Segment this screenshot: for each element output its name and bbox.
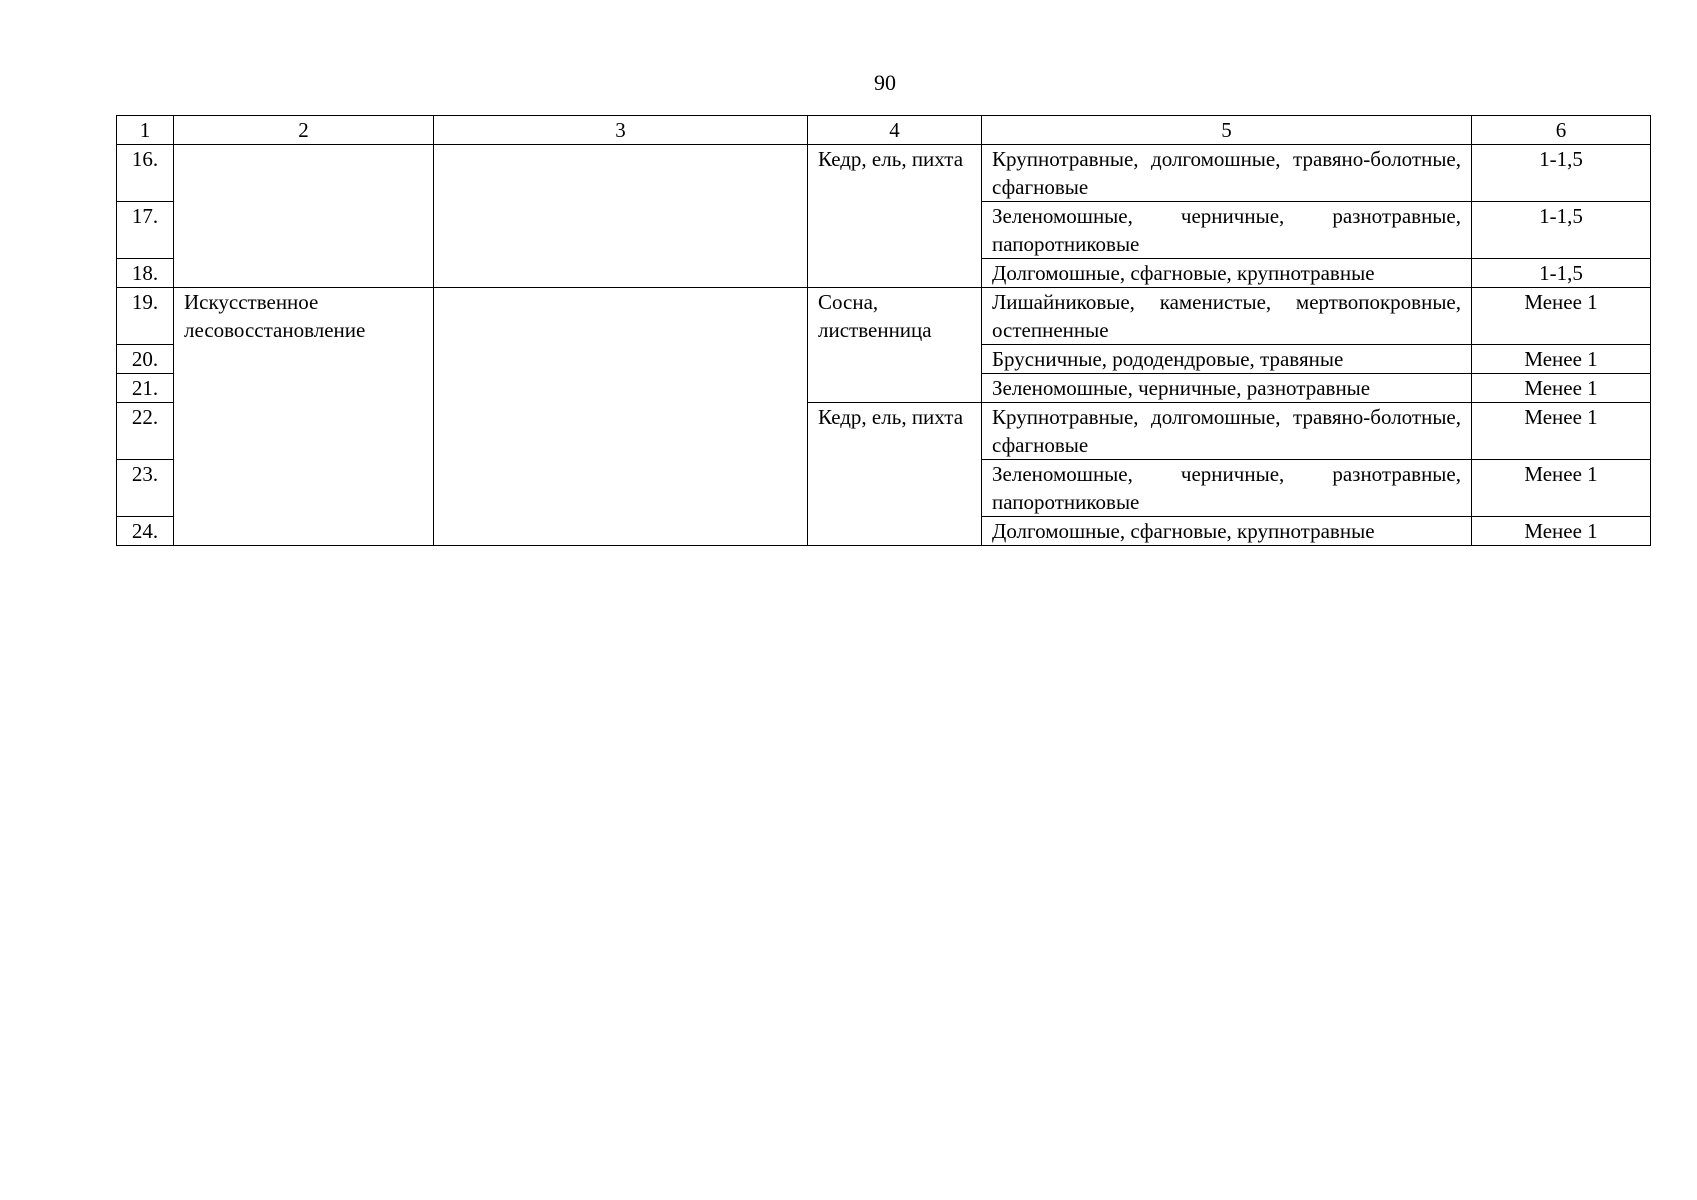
header-cell-2: 2 <box>174 116 434 145</box>
header-cell-6: 6 <box>1472 116 1651 145</box>
header-cell-4: 4 <box>808 116 982 145</box>
row-number: 22. <box>117 403 174 460</box>
table-row <box>117 145 1651 202</box>
forest-type-cell: Зеленомошные, черничные, разнотравные, папоротниковые <box>982 202 1472 259</box>
forest-table <box>116 115 1651 546</box>
value-cell: Менее 1 <box>1472 460 1651 517</box>
value-cell: Менее 1 <box>1472 345 1651 374</box>
method-cell-empty <box>174 145 434 288</box>
species-cell: Сосна, лиственница <box>808 288 982 403</box>
species-cell: Кедр, ель, пихта <box>808 403 982 546</box>
row-number: 23. <box>117 460 174 517</box>
header-cell-5: 5 <box>982 116 1472 145</box>
row-number: 16. <box>117 145 174 202</box>
forest-type-cell: Крупнотравные, долгомошные, травяно-болотные, сфагновые <box>982 145 1472 202</box>
forest-type-cell: Зеленомошные, черничные, разнотравные <box>982 374 1472 403</box>
forest-type-cell: Долгомошные, сфагновые, крупнотравные <box>982 517 1472 546</box>
table-header-row <box>117 116 1651 145</box>
value-cell: 1-1,5 <box>1472 145 1651 202</box>
table-row <box>117 288 1651 345</box>
value-cell: 1-1,5 <box>1472 259 1651 288</box>
row-number: 21. <box>117 374 174 403</box>
row-number: 17. <box>117 202 174 259</box>
value-cell: 1-1,5 <box>1472 202 1651 259</box>
row-number: 24. <box>117 517 174 546</box>
forest-type-cell: Лишайниковые, каменистые, мертвопокровные, остепненные <box>982 288 1472 345</box>
value-cell: Менее 1 <box>1472 288 1651 345</box>
forest-type-cell: Зеленомошные, черничные, разнотравные, папоротниковые <box>982 460 1472 517</box>
forest-type-cell: Брусничные, рододендровые, травяные <box>982 345 1472 374</box>
row-number: 18. <box>117 259 174 288</box>
value-cell: Менее 1 <box>1472 403 1651 460</box>
column-3-cell-empty <box>434 145 808 288</box>
column-3-cell-empty <box>434 288 808 546</box>
row-number: 19. <box>117 288 174 345</box>
header-cell-3: 3 <box>434 116 808 145</box>
header-cell-1: 1 <box>117 116 174 145</box>
row-number: 20. <box>117 345 174 374</box>
value-cell: Менее 1 <box>1472 374 1651 403</box>
forest-type-cell: Крупнотравные, долгомошные, травяно-болотные, сфагновые <box>982 403 1472 460</box>
value-cell: Менее 1 <box>1472 517 1651 546</box>
method-cell: Искусственное лесовосстановление <box>174 288 434 546</box>
page-number: 90 <box>874 70 896 95</box>
forest-type-cell: Долгомошные, сфагновые, крупнотравные <box>982 259 1472 288</box>
species-cell: Кедр, ель, пихта <box>808 145 982 288</box>
